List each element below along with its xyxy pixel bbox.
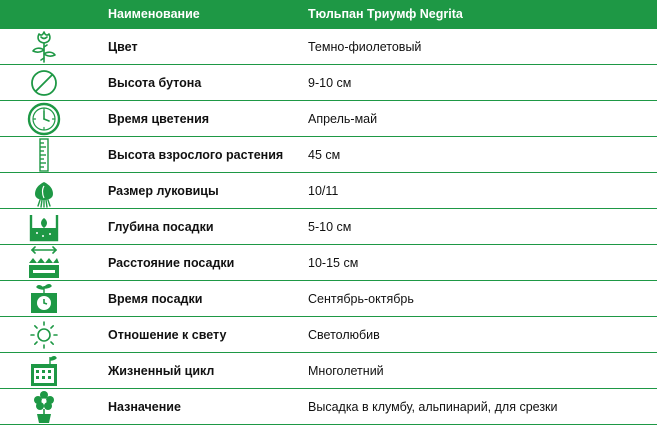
row-value: 45 см xyxy=(288,137,657,173)
row-value: 9-10 см xyxy=(288,65,657,101)
row-name: Высота бутона xyxy=(88,65,288,101)
row-value: Сентябрь-октябрь xyxy=(288,281,657,317)
row-value: Светолюбив xyxy=(288,317,657,353)
bud-diameter-icon xyxy=(0,65,88,101)
planting-depth-icon xyxy=(0,209,88,245)
ruler-icon xyxy=(0,137,88,173)
table-row xyxy=(0,389,657,425)
planting-distance-icon xyxy=(0,245,88,281)
table-row xyxy=(0,173,657,209)
rose-icon xyxy=(0,28,88,65)
row-value: Высадка в клумбу, альпинарий, для срезки xyxy=(288,389,657,425)
row-value: Темно-фиолетовый xyxy=(288,28,657,65)
table-row xyxy=(0,65,657,101)
row-name: Цвет xyxy=(88,28,288,65)
row-name: Отношение к свету xyxy=(88,317,288,353)
bulb-icon xyxy=(0,173,88,209)
sun-icon xyxy=(0,317,88,353)
row-value: 10-15 см xyxy=(288,245,657,281)
row-name: Высота взрослого растения xyxy=(88,137,288,173)
table-row xyxy=(0,353,657,389)
flower-pot-icon xyxy=(0,389,88,425)
table-header-row xyxy=(0,0,657,28)
header-icon-cell xyxy=(0,0,88,28)
table-row xyxy=(0,317,657,353)
header-name: Наименование xyxy=(88,0,288,28)
table-row xyxy=(0,245,657,281)
row-name: Расстояние посадки xyxy=(88,245,288,281)
header-value: Тюльпан Триумф Negrita xyxy=(288,0,657,28)
table-row xyxy=(0,209,657,245)
row-name: Глубина посадки xyxy=(88,209,288,245)
table-row xyxy=(0,281,657,317)
table-row xyxy=(0,28,657,65)
row-value: Многолетний xyxy=(288,353,657,389)
row-name: Жизненный цикл xyxy=(88,353,288,389)
table-row xyxy=(0,137,657,173)
table-row xyxy=(0,101,657,137)
calendar-plant-icon xyxy=(0,353,88,389)
clock-icon xyxy=(0,101,88,137)
row-value: Апрель-май xyxy=(288,101,657,137)
row-name: Время посадки xyxy=(88,281,288,317)
row-value: 10/11 xyxy=(288,173,657,209)
row-name: Назначение xyxy=(88,389,288,425)
row-value: 5-10 см xyxy=(288,209,657,245)
planting-time-icon xyxy=(0,281,88,317)
row-name: Время цветения xyxy=(88,101,288,137)
row-name: Размер луковицы xyxy=(88,173,288,209)
